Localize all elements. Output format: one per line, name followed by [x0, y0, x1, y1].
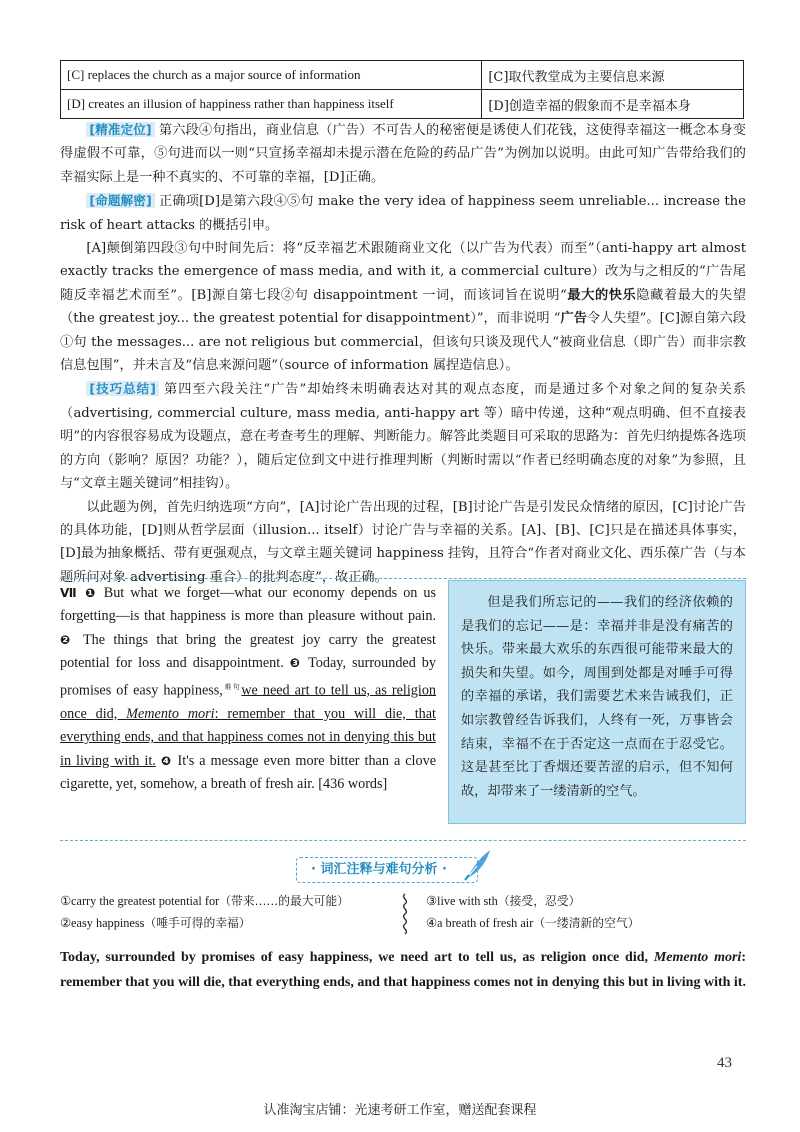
vocab-section-header — [296, 857, 478, 883]
vocab-gloss: （唾手可得的幸福） — [144, 916, 251, 930]
sentence-4: It's a message even more bitter than a clove cigarette, yet, somehow, a breath of fresh air. — [60, 752, 436, 792]
sentence-number-4: ❹ — [160, 753, 173, 768]
vocab-list-right — [426, 890, 756, 934]
quill-pen-icon — [463, 848, 493, 882]
analysis-paragraph-4 — [60, 377, 746, 495]
sentence-2: The things that bring the greatest joy carry the greatest potential for loss and disappointment. — [60, 631, 436, 672]
sentence-1: But what we forget—what our economy depends on us forgetting—is that happiness is more than pleasure without pain. — [60, 585, 437, 625]
vocab-gloss: （一缕清新的空气） — [533, 916, 640, 930]
analysis-text: 正确项[D]是第六段④⑤句 make the very idea of happiness seem unreliable... increase the risk of heart attacks 的概括引申。 — [60, 194, 746, 233]
vocab-item — [426, 912, 756, 934]
sentence-3-part: : remember that you will die, that everything ends, and that happiness comes not in denying this but in living with it. — [60, 705, 436, 769]
vocab-item — [60, 912, 400, 934]
analysis-paragraph-3 — [60, 237, 746, 377]
word-count: [436 words] — [318, 775, 388, 792]
latin-phrase: Memento mori — [653, 950, 742, 965]
section-tag: [命题解密] — [86, 193, 154, 208]
emphasis: 最大的快乐 — [566, 287, 637, 303]
passage-paragraph-7 — [60, 582, 436, 796]
vocab-header-label: · 词汇注释与难句分析 · — [311, 862, 447, 877]
analysis-text: 隐藏着最大的失望（the greatest joy... the greatest potential for disappointment）”，而非说明 “ — [60, 287, 747, 327]
section-tag: [精准定位] — [86, 122, 154, 137]
spiral-binding-icon — [398, 892, 412, 936]
table-row — [61, 61, 744, 90]
vocab-item — [60, 890, 400, 912]
paragraph-number: Ⅶ — [60, 586, 80, 600]
sentence-number-1: ❶ — [85, 586, 98, 600]
analysis-text: [A]颠倒第四段③句中时间先后：将“反幸福艺术跟随商业文化（以广告为代表）而至”（anti-happy art almost exactly tracks the emergence of mass media, and with it, a commercial culture）改为与之相反的“广告尾随反幸福艺术而至”。[B]源自第七段②句 disappointment 一词，而该词旨在说明“ — [60, 241, 746, 303]
sentence-number-3: ❸ — [289, 656, 303, 671]
vocab-term: ①carry the greatest potential for — [60, 894, 220, 908]
sentence-3-part: we need art to tell us, as religion once did, — [60, 682, 437, 722]
tag-label: 命题解密 — [95, 193, 146, 209]
vocab-term: ④a breath of fresh air — [426, 916, 534, 930]
sentence-part: : remember that you will die, that everything ends, and that happiness comes not in denying this but in living with it. — [60, 950, 746, 990]
sentence-3-start: Today, surrounded by promises of easy happiness, — [60, 655, 436, 699]
footer-note: 认准淘宝店铺：光速考研工作室，赠送配套课程 — [263, 1103, 537, 1118]
vocab-item — [426, 890, 756, 912]
analysis-paragraph-2 — [60, 189, 746, 237]
divider — [60, 840, 746, 841]
vocab-term: ③live with sth — [426, 894, 498, 908]
translation-box — [448, 580, 746, 824]
difficult-sentence-analysis — [60, 946, 746, 995]
vocab-gloss: （带来……的最大可能） — [219, 894, 349, 908]
table-row — [61, 90, 744, 119]
analysis-paragraph-1 — [60, 118, 746, 189]
answer-analysis — [60, 118, 746, 589]
vocab-term: ②easy happiness — [60, 916, 145, 930]
emphasis: 广告 — [560, 311, 587, 327]
vocab-gloss: （接受，忍受） — [497, 894, 581, 908]
latin-phrase: Memento mori — [126, 705, 215, 722]
option-c-chinese: [C]取代教堂成为主要信息来源 — [482, 61, 744, 90]
option-d-chinese: [D]创造幸福的假象而不是幸福本身 — [482, 90, 744, 119]
page-number: 43 — [717, 1055, 732, 1071]
options-table — [60, 60, 744, 119]
option-d-english: [D] creates an illusion of happiness rather than happiness itself — [61, 90, 482, 119]
analysis-text: 第六段④句指出，商业信息（广告）不可告人的秘密便是诱使人们花钱，这使得幸福这一概念本身变得虚假不可靠，⑤句进而以一则“只宣扬幸福却未提示潜在危险的药品广告”为例加以说明。由此可知广告带给我们的幸福实际上是一种不真实的、不可靠的幸福，[D]正确。 — [60, 123, 746, 185]
analysis-text: 令人失望”。[C]源自第六段①句 the messages... are not religious but commercial，但该句只谈及现代人“被商业信息（即广告）而非宗教信息包围”，并未言及“信息来源问题”（source of information 属捏造信息）。 — [60, 311, 746, 374]
tag-label: 精准定位 — [95, 122, 146, 137]
sentence-part: Today, surrounded by promises of easy happiness, we need art to tell us, as religion once did, — [60, 950, 654, 965]
analysis-text: 第四至六段关注“广告”却始终未明确表达对其的观点态度，而是通过多个对象之间的复杂关系（advertising, commercial culture, mass media, anti-happy art 等）暗中传递，这种“观点明确、但不直接表明”的内容很容易成为设题点，意在考查考生的理解、判断能力。解答此类题目可采取的思路为：首先归纳提炼各选项的方向（影响？原因？功能？），随后定位到文中进行推理判断（判断时需以“作者已经明确态度的对象”为参照，且与“文章主题关键词”相挂钩）。 — [60, 382, 746, 492]
divider — [60, 578, 746, 579]
vocab-list-left — [60, 890, 400, 934]
analysis-paragraph-5: 以此题为例，首先归纳选项“方向”，[A]讨论广告出现的过程，[B]讨论广告是引发民众情绪的原因，[C]讨论广告的具体功能，[D]则从哲学层面（illusion... itself）讨论广告与幸福的关系。[A]、[B]、[C]只是在描述具体事实，[D]最为抽象概括、带有更强观点，与文章主题关键词 happiness 挂钩，且符合“作者对商业文化、西乐葆广告（与本题所问对象 advertising 重合）的批判态度”，故正确。 — [60, 499, 746, 585]
tag-label: 技巧总结 — [95, 381, 151, 397]
difficult-sentence-mark: 难句 — [222, 682, 242, 691]
sentence-number-2: ❷ — [60, 632, 75, 647]
translation-text: 但是我们所忘记的——我们的经济依赖的是我们的忘记——是：幸福并非是没有痛苦的快乐。带来最大欢乐的东西很可能带来最大的损失和失望。如今，周围到处都是对唾手可得的幸福的承诺，我们需要艺术来告诫我们，正如宗教曾经告诉我们，人终有一死，万事皆会结束，幸福不在于否定这一点而在于忍受它。这是甚至比丁香烟还要苦涩的启示，但不知何故，却带来了一缕清新的空气。 — [461, 595, 733, 799]
section-tag: [技巧总结] — [86, 381, 158, 396]
option-c-english: [C] replaces the church as a major source of information — [61, 61, 482, 90]
